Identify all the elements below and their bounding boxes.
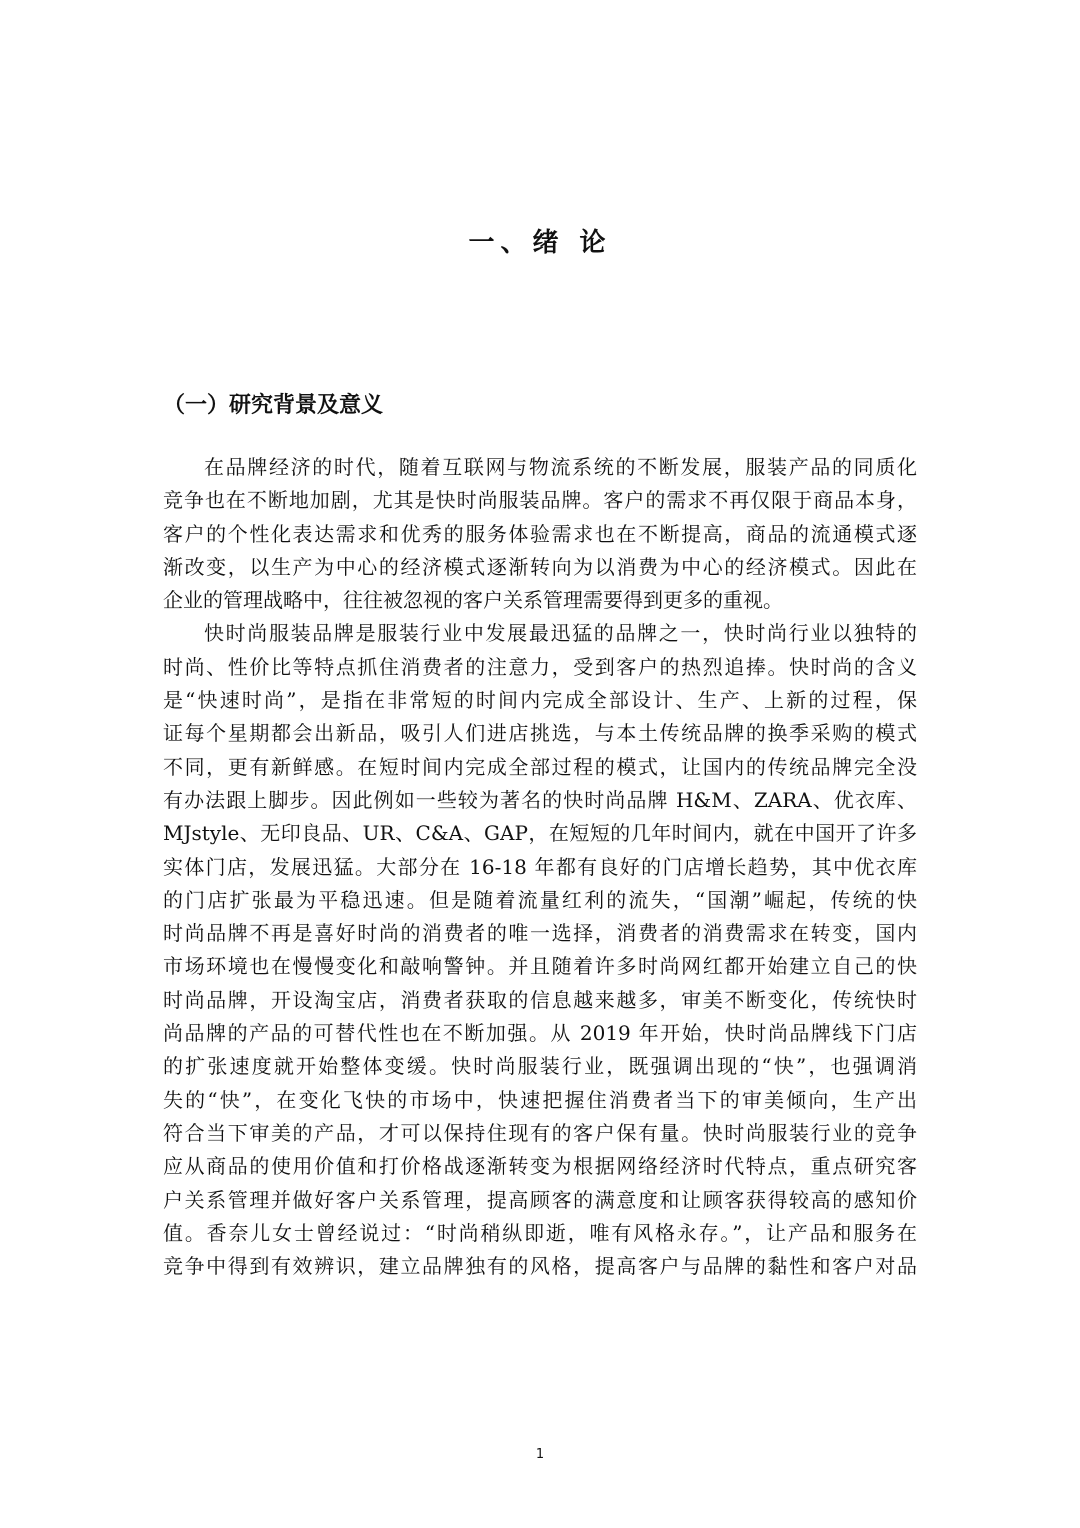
text-line: 在品牌经济的时代，随着互联网与物流系统的不断发展，服装产品的同质化 [204,455,917,479]
text-line: 时尚品牌不再是喜好时尚的消费者的唯一选择，消费者的消费需求在转变，国内 [163,921,917,946]
section-title: （一）研究背景及意义 [163,393,384,418]
text-line: MJstyle、无印良品、UR、C&A、GAP，在短短的几年时间内，就在中国开了许多 [163,821,917,846]
text-line: 企业的管理战略中，往往被忽视的客户关系管理需要得到更多的重视。 [163,588,783,613]
text-line: 渐改变，以生产为中心的经济模式逐渐转向为以消费为中心的经济模式。因此在 [163,554,917,579]
body-text [163,451,917,1283]
text-line: 竞争也在不断地加剧，尤其是快时尚服装品牌。客户的需求不再仅限于商品本身， [163,488,917,513]
text-line: 符合当下审美的产品，才可以保持住现有的客户保有量。快时尚服装行业的竞争 [163,1120,917,1145]
text-line: 尚品牌的产品的可替代性也在不断加强。从 2019 年开始，快时尚品牌线下门店 [163,1021,917,1046]
text-line: 失的“快”，在变化飞快的市场中，快速把握住消费者当下的审美倾向，生产出 [163,1087,917,1112]
text-line: 时尚、性价比等特点抓住消费者的注意力，受到客户的热烈追捧。快时尚的含义 [163,654,917,679]
text-line: 不同，更有新鲜感。在短时间内完成全部过程的模式，让国内的传统品牌完全没 [163,754,917,779]
text-line: 应从商品的使用价值和打价格战逐渐转变为根据网络经济时代特点，重点研究客 [163,1154,917,1179]
text-line: 市场环境也在慢慢变化和敲响警钟。并且随着许多时尚网红都开始建立自己的快 [163,954,917,979]
chapter-title: 一、绪 论 [468,228,612,258]
text-line: 时尚品牌，开设淘宝店，消费者获取的信息越来越多，审美不断变化，传统快时 [163,987,917,1012]
paragraph-1 [163,451,917,617]
text-line: 的门店扩张最为平稳迅速。但是随着流量红利的流失，“国潮”崛起，传统的快 [163,887,917,912]
text-line: 竞争中得到有效辨识，建立品牌独有的风格，提高客户与品牌的黏性和客户对品 [163,1254,917,1279]
paragraph-2 [163,617,917,1283]
text-line: 快时尚服装品牌是服装行业中发展最迅猛的品牌之一，快时尚行业以独特的 [204,621,917,646]
text-line: 证每个星期都会出新品，吸引人们进店挑选，与本土传统品牌的换季采购的模式 [163,721,917,746]
text-line: 值。香奈儿女士曾经说过：“时尚稍纵即逝，唯有风格永存。”，让产品和服务在 [163,1220,917,1245]
text-line: 户关系管理并做好客户关系管理，提高顾客的满意度和让顾客获得较高的感知价 [163,1187,917,1212]
text-line: 是“快速时尚”，是指在非常短的时间内完成全部设计、生产、上新的过程，保 [163,688,917,713]
text-line: 有办法跟上脚步。因此例如一些较为著名的快时尚品牌 H&M、ZARA、优衣库、 [163,787,917,812]
text-line: 实体门店，发展迅猛。大部分在 16-18 年都有良好的门店增长趋势，其中优衣库 [163,854,917,879]
page-number: 1 [535,1447,545,1462]
text-line: 客户的个性化表达需求和优秀的服务体验需求也在不断提高，商品的流通模式逐 [163,521,917,546]
text-line: 的扩张速度就开始整体变缓。快时尚服装行业，既强调出现的“快”，也强调消 [163,1054,917,1079]
